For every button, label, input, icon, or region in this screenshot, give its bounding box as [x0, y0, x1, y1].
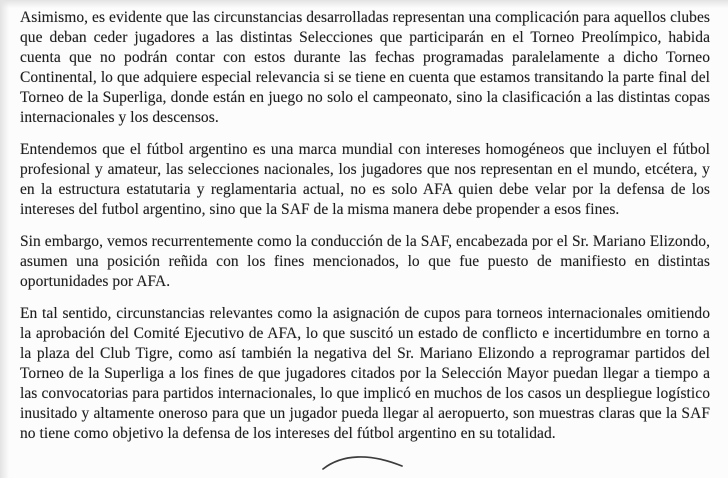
- scan-edge-top: [0, 0, 728, 8]
- document-body: [20, 8, 710, 456]
- paragraph-4: En tal sentido, circunstancias relevantes como la asignación de cupos para torneos internacionales omitiendo la aprobación del Comité Ejecutivo de AFA, lo que suscitó un estado de conflicto e incertidumbre en torno a la plaza del Club Tigre, como así también la negativa del Sr. Mariano Elizondo a reprogramar partidos del Torneo de la Superliga a los fines de que jugadores citados por la Selección Mayor puedan llegar a tiempo a las convocatorias para partidos internacionales, lo que implicó en muchos de los casos un despliegue logístico inusitado y altamente oneroso para que un jugador pueda llegar al aeropuerto, son muestras claras que la SAF no tiene como objetivo la defensa de los intereses del fútbol argentino en su totalidad.: [20, 305, 710, 442]
- paragraph-3: Sin embargo, vemos recurrentemente como la conducción de la SAF, encabezada por el Sr. Mariano Elizondo, asumen una posición reñida con los fines mencionados, lo que fue puesto de manifiesto en distintas oportunidades por AFA.: [20, 233, 710, 290]
- paragraph-2: Entendemos que el fútbol argentino es una marca mundial con intereses homogéneos que incluyen el fútbol profesional y amateur, las selecciones nacionales, los jugadores que nos representan en el mundo, etcétera, y en la estructura estatutaria y reglamentaria actual, no es solo AFA quien debe velar por la defensa de los intereses del futbol argentino, sino que la SAF de la misma manera debe propender a esos fines.: [20, 141, 710, 218]
- paragraph-1: Asimismo, es evidente que las circunstancias desarrolladas representan una complicación para aquellos clubes que deban ceder jugadores a las distintas Selecciones que participarán en el Torneo Preolímpico, habida cuenta que no podrán contar con estos durante las fechas programadas paralelamente a dicho Torneo Continental, lo que adquiere especial relevancia si se tiene en cuenta que estamos transitando la parte final del Torneo de la Superliga, donde están en juego no solo el campeonato, sino la clasificación a las distintas copas internacionales y los descensos.: [20, 9, 710, 126]
- scan-edge-left: [0, 0, 9, 478]
- signature-arc-icon: [320, 451, 406, 478]
